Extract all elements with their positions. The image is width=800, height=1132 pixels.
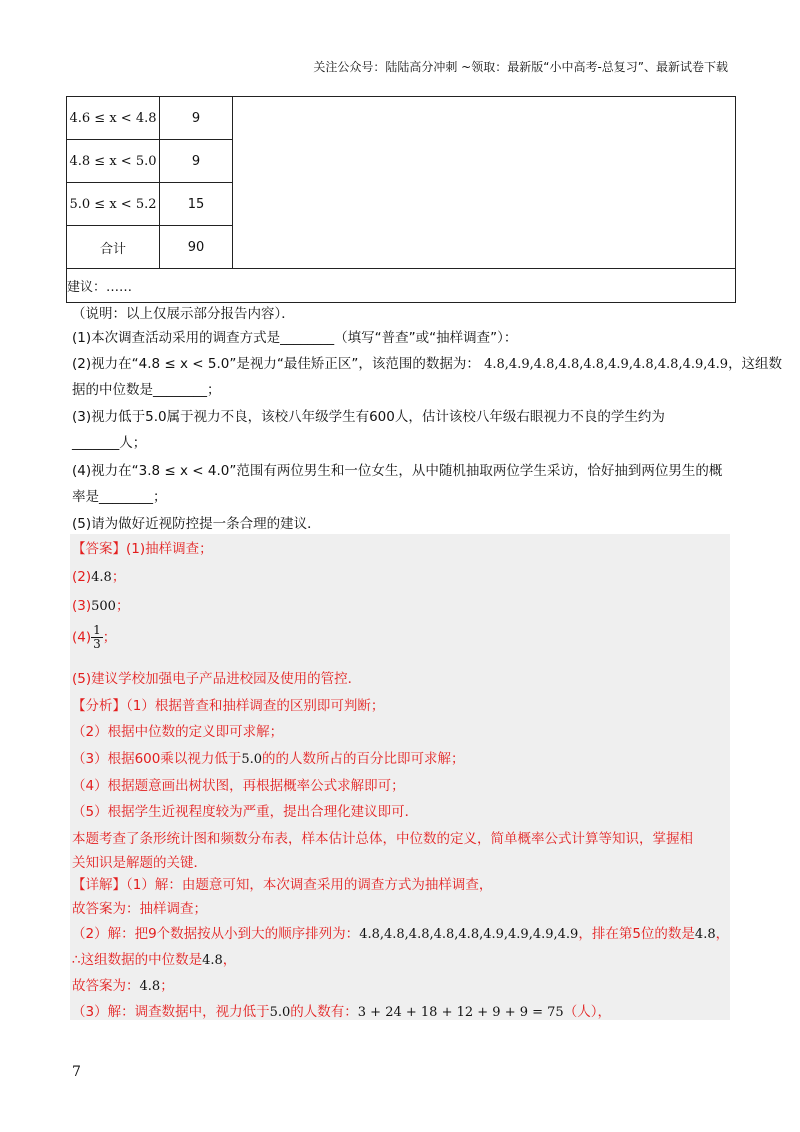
range-cell: 4.6 ≤ x < 4.8: [67, 97, 160, 140]
detail-2-answer-text: 故答案为：: [72, 978, 140, 994]
answer-3-value: 500: [91, 599, 116, 614]
answer-4-prefix: (4): [72, 629, 92, 646]
detail-3: [72, 1000, 611, 1020]
answer-1: [72, 537, 213, 557]
answer-2-suffix: ；: [111, 569, 126, 585]
question-3-cont: _______人；: [72, 435, 147, 451]
detail-1: [72, 873, 492, 893]
question-2-cont: 据的中位数是________；: [72, 382, 221, 398]
answer-4-suffix: ；: [102, 629, 117, 646]
suggestion-cell: 建议：……: [67, 269, 736, 303]
detail-3-mid: 的人数有：: [290, 1004, 358, 1020]
question-5: (5)请为做好近视防控提一条合理的建议．: [72, 516, 321, 532]
answer-4: [72, 624, 116, 651]
blank-cell: [233, 97, 736, 269]
total-label-cell: 合计: [67, 226, 160, 269]
detail-2-median: [72, 948, 236, 968]
answer-4-fraction: [91, 624, 103, 651]
question-2-text: (2)视力在“4.8 ≤ x < 5.0”是视力“最佳矫正区”，该范围的数据为：: [72, 356, 480, 372]
detail-2-median-value: 4.8: [202, 953, 223, 968]
analysis-3-text: （3）根据600乘以视力低于: [72, 751, 242, 767]
question-2-data: 4.8,4.9,4.8,4.8,4.8,4.9,4.8,4.8,4.9,4.9: [484, 357, 729, 372]
report-table: [66, 96, 736, 303]
analysis-4: （4）根据题意画出树状图，再根据概率公式求解即可；: [72, 778, 405, 794]
detail-2-data: 4.8,4.8,4.8,4.8,4.8,4.9,4.9,4.9,4.9: [359, 927, 579, 942]
detail-2-median-suffix: ，: [222, 952, 237, 968]
analysis-1-text: （1）根据普查和抽样调查的区别即可判断；: [126, 698, 385, 714]
range-cell: 5.0 ≤ x < 5.2: [67, 183, 160, 226]
answer-1-text: (1)抽样调查；: [126, 541, 213, 557]
detail-1-text: （1）解：由题意可知，本次调查采用的调查方式为抽样调查，: [126, 877, 493, 893]
analysis-1: [72, 694, 384, 714]
analysis-3-value: 5.0: [241, 752, 263, 767]
analysis-summary-2: 关知识是解题的关键．: [72, 855, 207, 871]
question-4: (4)视力在“3.8 ≤ x < 4.0”范围有两位男生和一位女生，从中随机抽取两位学生采访，恰好抽到两位男生的概: [72, 463, 723, 479]
answer-label: 【答案】: [72, 541, 126, 557]
detail-2-median-text: ∴这组数据的中位数是: [72, 952, 203, 968]
detail-1-answer: 故答案为：抽样调查；: [72, 901, 207, 917]
answer-2-value: 4.8: [91, 570, 112, 585]
analysis-3-tail: 的的人数所占的百分比即可求解；: [262, 751, 465, 767]
question-3: (3)视力低于5.0属于视力不良，该校八年级学生有600人，估计该校八年级右眼视力不良的学生约为: [72, 409, 665, 425]
analysis-2: （2）根据中位数的定义即可求解；: [72, 724, 284, 740]
question-2-tail: ，这组数: [728, 356, 783, 372]
detail-2-mid: ，排在第5位的数是: [578, 926, 695, 942]
page-number: 7: [72, 1064, 81, 1080]
page-header: 关注公众号：陆陆高分冲刺 ~领取：最新版“小中高考-总复习”、最新试卷下载: [313, 60, 728, 74]
answer-3-suffix: ；: [115, 598, 130, 614]
answer-3-prefix: (3): [72, 598, 92, 614]
detail-2-answer-suffix: ；: [160, 978, 174, 994]
detail-2-text: （2）解：把9个数据按从小到大的顺序排列为：: [72, 926, 360, 942]
analysis-label: 【分析】: [72, 698, 126, 714]
detail-2: [72, 922, 729, 942]
count-cell: 9: [160, 97, 233, 140]
detail-2-answer: [72, 974, 174, 994]
question-1: (1)本次调查活动采用的调查方式是________（填写“普查”或“抽样调查”）：: [72, 330, 518, 346]
table-row: [67, 269, 736, 303]
range-cell: 4.8 ≤ x < 5.0: [67, 140, 160, 183]
detail-3-tail: （人），: [563, 1004, 611, 1020]
fraction-denominator: 3: [93, 637, 101, 651]
answer-2: [72, 565, 125, 585]
table-row: [67, 97, 736, 140]
question-4-cont: 率是________；: [72, 489, 167, 505]
total-count-cell: 90: [160, 226, 233, 269]
detail-3-text: （3）解：调查数据中，视力低于: [72, 1004, 270, 1020]
fraction-numerator: 1: [93, 623, 101, 637]
detail-3-value: 5.0: [269, 1005, 291, 1020]
answer-2-prefix: (2): [72, 569, 92, 585]
detail-2-tail: ，: [715, 926, 730, 942]
detail-2-answer-value: 4.8: [139, 979, 161, 994]
count-cell: 15: [160, 183, 233, 226]
analysis-3: [72, 747, 465, 767]
detail-2-value: 4.8: [694, 927, 716, 942]
detail-label: 【详解】: [72, 877, 126, 893]
answer-5: (5)建议学校加强电子产品进校园及使用的管控．: [72, 671, 362, 687]
count-cell: 9: [160, 140, 233, 183]
question-2: [72, 352, 782, 372]
note: （说明：以上仅展示部分报告内容）．: [72, 306, 295, 322]
answer-3: [72, 594, 129, 614]
analysis-summary-1: 本题考查了条形统计图和频数分布表，样本估计总体，中位数的定义，简单概率公式计算等知识，掌握相: [72, 831, 693, 847]
analysis-5: （5）根据学生近视程度较为严重，提出合理化建议即可．: [72, 804, 419, 820]
detail-3-equation: 3 + 24 + 18 + 12 + 9 + 9 = 75: [357, 1005, 564, 1020]
